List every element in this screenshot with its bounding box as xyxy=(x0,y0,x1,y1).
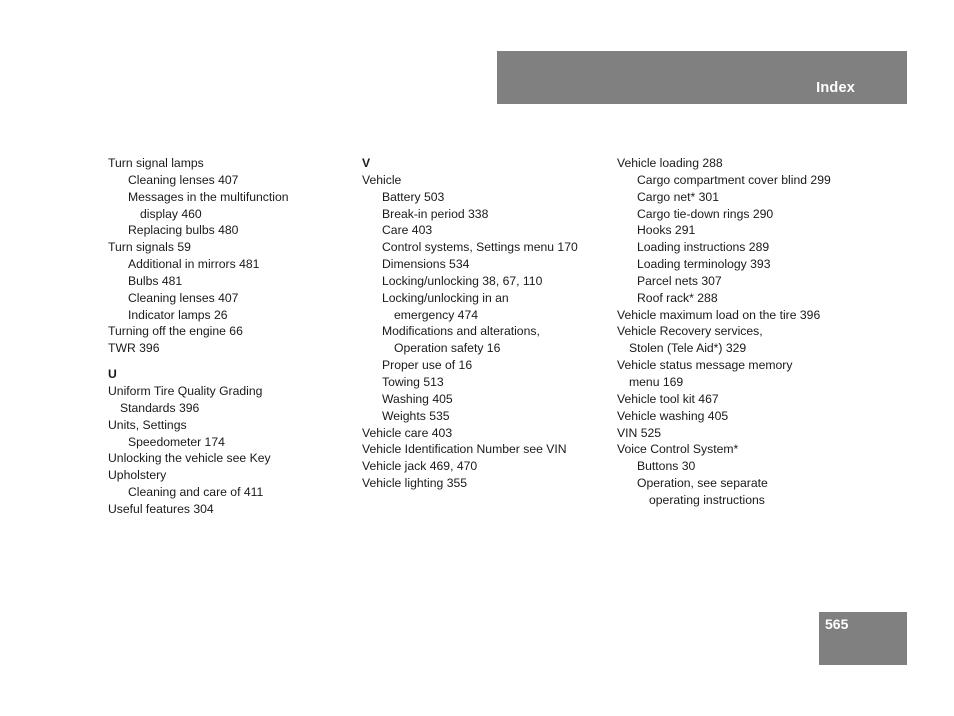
index-entry: Turning off the engine 66 xyxy=(108,324,243,339)
index-entry: Vehicle loading 288 xyxy=(617,156,723,170)
index-subentry: Loading terminology 393 xyxy=(637,257,771,272)
index-entry: VIN 525 xyxy=(617,425,662,440)
index-subentry: operating instructions xyxy=(649,492,765,507)
index-subentry: Speedometer 174 xyxy=(128,434,225,449)
index-subentry: emergency 474 xyxy=(394,307,479,322)
index-subentry: Operation, see separate xyxy=(637,476,768,491)
index-entry: Vehicle maximum load on the tire 396 xyxy=(617,307,821,322)
index-subentry: Cleaning lenses 407 xyxy=(128,290,239,305)
index-entry: Units, Settings xyxy=(108,417,187,432)
index-subentry: Locking/unlocking 38, 67, 110 xyxy=(382,273,543,288)
index-entry: Vehicle lighting 355 xyxy=(362,476,468,491)
index-subentry: Replacing bulbs 480 xyxy=(128,223,239,238)
index-entry: TWR 396 xyxy=(108,341,160,356)
index-subentry: Washing 405 xyxy=(382,391,453,406)
index-entry: Turn signals 59 xyxy=(108,240,191,255)
index-subentry: display 460 xyxy=(140,206,202,221)
index-subentry: Cargo compartment cover blind 299 xyxy=(637,172,831,187)
index-subentry: Control systems, Settings menu 170 xyxy=(382,240,578,255)
index-entry: Vehicle status message memory xyxy=(617,358,793,373)
index-subentry: Bulbs 481 xyxy=(128,273,183,288)
page-title: Index xyxy=(816,80,855,96)
index-subentry: Towing 513 xyxy=(382,374,444,389)
index-entry: Voice Control System* xyxy=(617,442,739,457)
index-subentry: Indicator lamps 26 xyxy=(128,307,228,322)
page-number-box xyxy=(819,612,907,665)
index-subentry: Care 403 xyxy=(382,223,433,238)
index-entry: Vehicle care 403 xyxy=(362,425,453,440)
header-bar xyxy=(497,51,907,104)
index-subentry: Locking/unlocking in an xyxy=(382,290,509,305)
index-subentry: Standards 396 xyxy=(120,400,200,415)
index-subentry: Proper use of 16 xyxy=(382,358,473,373)
page-number: 565 xyxy=(825,616,849,632)
index-column-2 xyxy=(362,155,578,492)
index-subentry: Break-in period 338 xyxy=(382,206,489,221)
index-subentry: Parcel nets 307 xyxy=(637,273,722,288)
index-subentry: Additional in mirrors 481 xyxy=(128,257,260,272)
index-subentry: Dimensions 534 xyxy=(382,257,470,272)
index-subentry: Buttons 30 xyxy=(637,459,696,474)
index-subentry: Operation safety 16 xyxy=(394,341,501,356)
index-subentry: Weights 535 xyxy=(382,408,450,423)
index-subentry: Cleaning and care of 411 xyxy=(128,485,264,500)
index-subentry: Battery 503 xyxy=(382,189,445,204)
index-entry: Vehicle xyxy=(362,172,402,187)
index-subentry: Stolen (Tele Aid*) 329 xyxy=(629,341,747,356)
index-subentry: Cargo net* 301 xyxy=(637,189,719,204)
index-section-letter: U xyxy=(108,367,117,382)
index-entry: Useful features 304 xyxy=(108,501,214,516)
index-entry: Uniform Tire Quality Grading xyxy=(108,383,263,398)
index-entry: Vehicle tool kit 467 xyxy=(617,391,719,406)
index-entry: Turn signal lamps xyxy=(108,156,204,170)
index-subentry: Cargo tie-down rings 290 xyxy=(637,206,774,221)
index-entry: Vehicle Identification Number see VIN xyxy=(362,442,567,457)
index-subentry: Roof rack* 288 xyxy=(637,290,718,305)
section-gap xyxy=(108,357,289,366)
index-section-letter: V xyxy=(362,156,371,170)
index-subentry: Hooks 291 xyxy=(637,223,696,238)
index-column-1 xyxy=(108,155,289,518)
index-column-3 xyxy=(617,155,831,509)
index-entry: Unlocking the vehicle see Key xyxy=(108,451,271,466)
index-subentry: Modifications and alterations, xyxy=(382,324,540,339)
index-entry: Vehicle washing 405 xyxy=(617,408,729,423)
index-entry: Vehicle jack 469, 470 xyxy=(362,459,478,474)
index-subentry: Messages in the multifunction xyxy=(128,189,289,204)
index-entry: Vehicle Recovery services, xyxy=(617,324,763,339)
index-subentry: menu 169 xyxy=(629,374,684,389)
index-subentry: Loading instructions 289 xyxy=(637,240,770,255)
index-subentry: Cleaning lenses 407 xyxy=(128,172,239,187)
index-entry: Upholstery xyxy=(108,468,167,483)
